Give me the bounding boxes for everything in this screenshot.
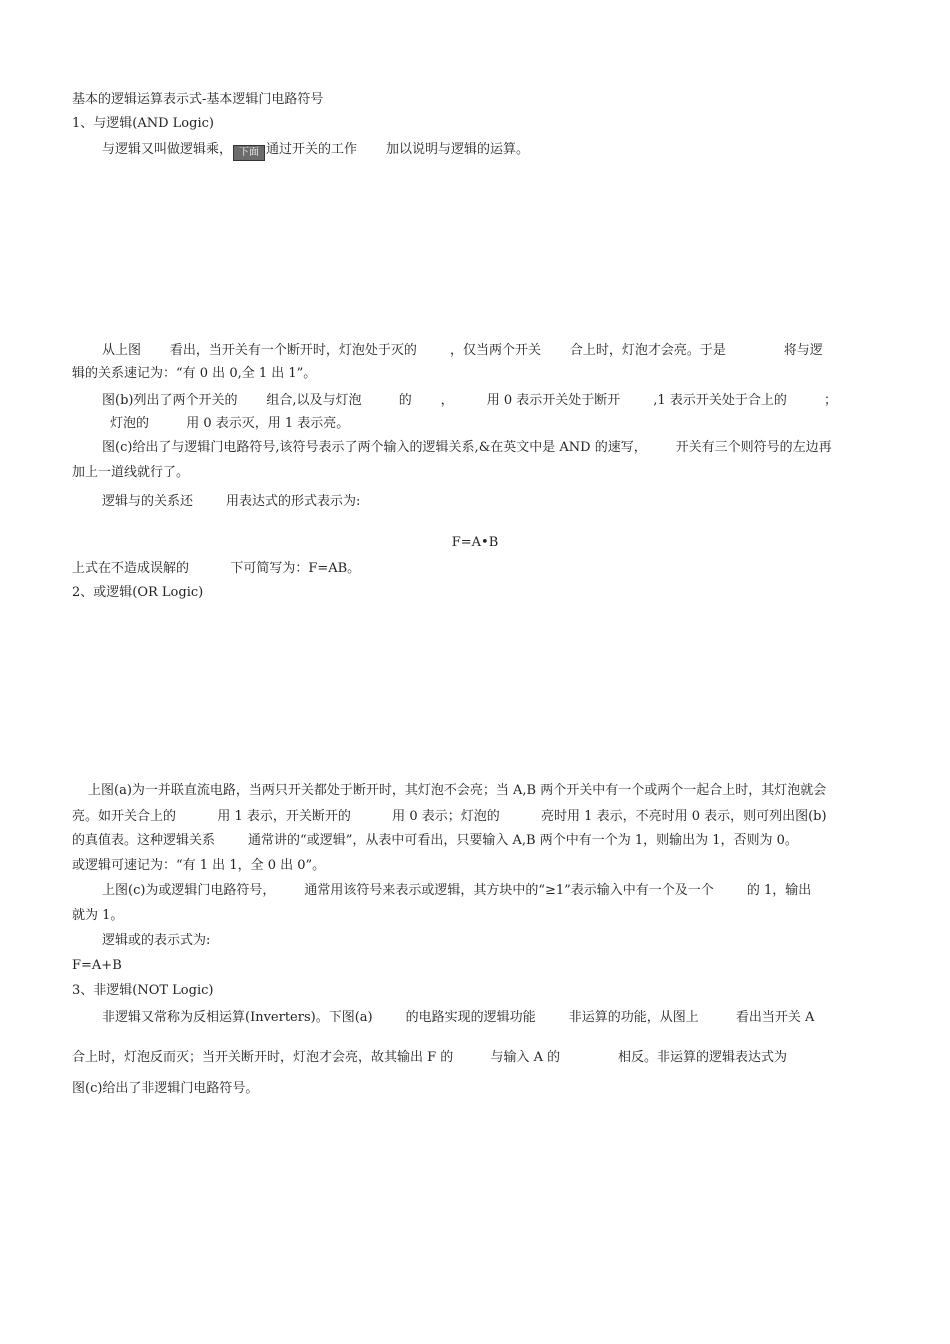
and-intro-text-a: 与逻辑又叫做逻辑乘， xyxy=(102,142,233,157)
or-paragraph-2-line-1: 上图(c)为或逻辑门电路符号， 通常用该符号来表示或逻辑，其方块中的“≥1”表示输入中有一个及一个 的 1，输出 xyxy=(102,883,812,898)
or-paragraph-1-line-4: 或逻辑可速记为：“有 1 出 1，全 0 出 0”。 xyxy=(72,858,326,873)
or-paragraph-3: 逻辑或的表示式为: xyxy=(102,933,211,948)
not-paragraph-1-line-2: 合上时，灯泡反而灭；当开关断开时，灯泡才会亮，故其输出 F 的 与输入 A 的 相反。非运算的逻辑表达式为 xyxy=(72,1050,787,1065)
not-logic-heading: 3、非逻辑(NOT Logic) xyxy=(72,983,214,998)
not-paragraph-1-line-1: 非逻辑又常称为反相运算(Inverters)。下图(a) 的电路实现的逻辑功能 非运算的功能，从图上 看出当开关 A xyxy=(102,1010,815,1025)
and-paragraph-1-line-2: 辑的关系速记为：“有 0 出 0,全 1 出 1”。 xyxy=(72,366,317,381)
inline-image-badge: 下面 xyxy=(233,145,265,161)
and-paragraph-2-line-2: 灯泡的 用 0 表示灭，用 1 表示亮。 xyxy=(110,416,350,431)
and-paragraph-1-line-1: 从上图 看出，当开关有一个断开时，灯泡处于灭的 ，仅当两个开关 合上时，灯泡才会亮。于是 将与逻 xyxy=(102,343,823,358)
and-paragraph-4: 逻辑与的关系还 用表达式的形式表示为: xyxy=(102,494,361,509)
or-logic-heading: 2、或逻辑(OR Logic) xyxy=(72,585,204,600)
or-paragraph-1-line-1: 上图(a)为一并联直流电路，当两只开关都处于断开时，其灯泡不会亮；当 A,B 两个开关中有一个或两个一起合上时，其灯泡就会 xyxy=(88,783,827,798)
or-paragraph-1-line-3: 的真值表。这种逻辑关系 通常讲的“或逻辑”，从表中可看出，只要输入 A,B 两个中有一个为 1，则输出为 1，否则为 0。 xyxy=(72,833,798,848)
or-paragraph-2-line-2: 就为 1。 xyxy=(72,908,124,923)
and-formula: F=A•B xyxy=(451,535,499,550)
and-paragraph-3-line-1: 图(c)给出了与逻辑门电路符号,该符号表示了两个输入的逻辑关系,&在英文中是 AND 的速写， 开关有三个则符号的左边再 xyxy=(102,440,832,455)
and-logic-heading: 1、与逻辑(AND Logic) xyxy=(72,116,214,131)
and-intro-paragraph xyxy=(102,142,529,161)
and-intro-text-b: 通过开关的工作 加以说明与逻辑的运算。 xyxy=(266,142,529,157)
not-paragraph-2: 图(c)给出了非逻辑门电路符号。 xyxy=(72,1081,259,1096)
and-paragraph-3-line-2: 加上一道线就行了。 xyxy=(72,465,190,480)
page-title: 基本的逻辑运算表示式-基本逻辑门电路符号 xyxy=(72,92,324,107)
and-paragraph-2-line-1: 图(b)列出了两个开关的 组合,以及与灯泡 的 ， 用 0 表示开关处于断开 ,1 表示开关处于合上的 ； xyxy=(102,393,838,408)
or-formula: F=A+B xyxy=(72,958,122,973)
and-paragraph-5: 上式在不造成误解的 下可简写为：F=AB。 xyxy=(72,561,361,576)
or-paragraph-1-line-2: 亮。如开关合上的 用 1 表示，开关断开的 用 0 表示；灯泡的 亮时用 1 表示，不亮时用 0 表示，则可列出图(b) xyxy=(72,809,827,824)
